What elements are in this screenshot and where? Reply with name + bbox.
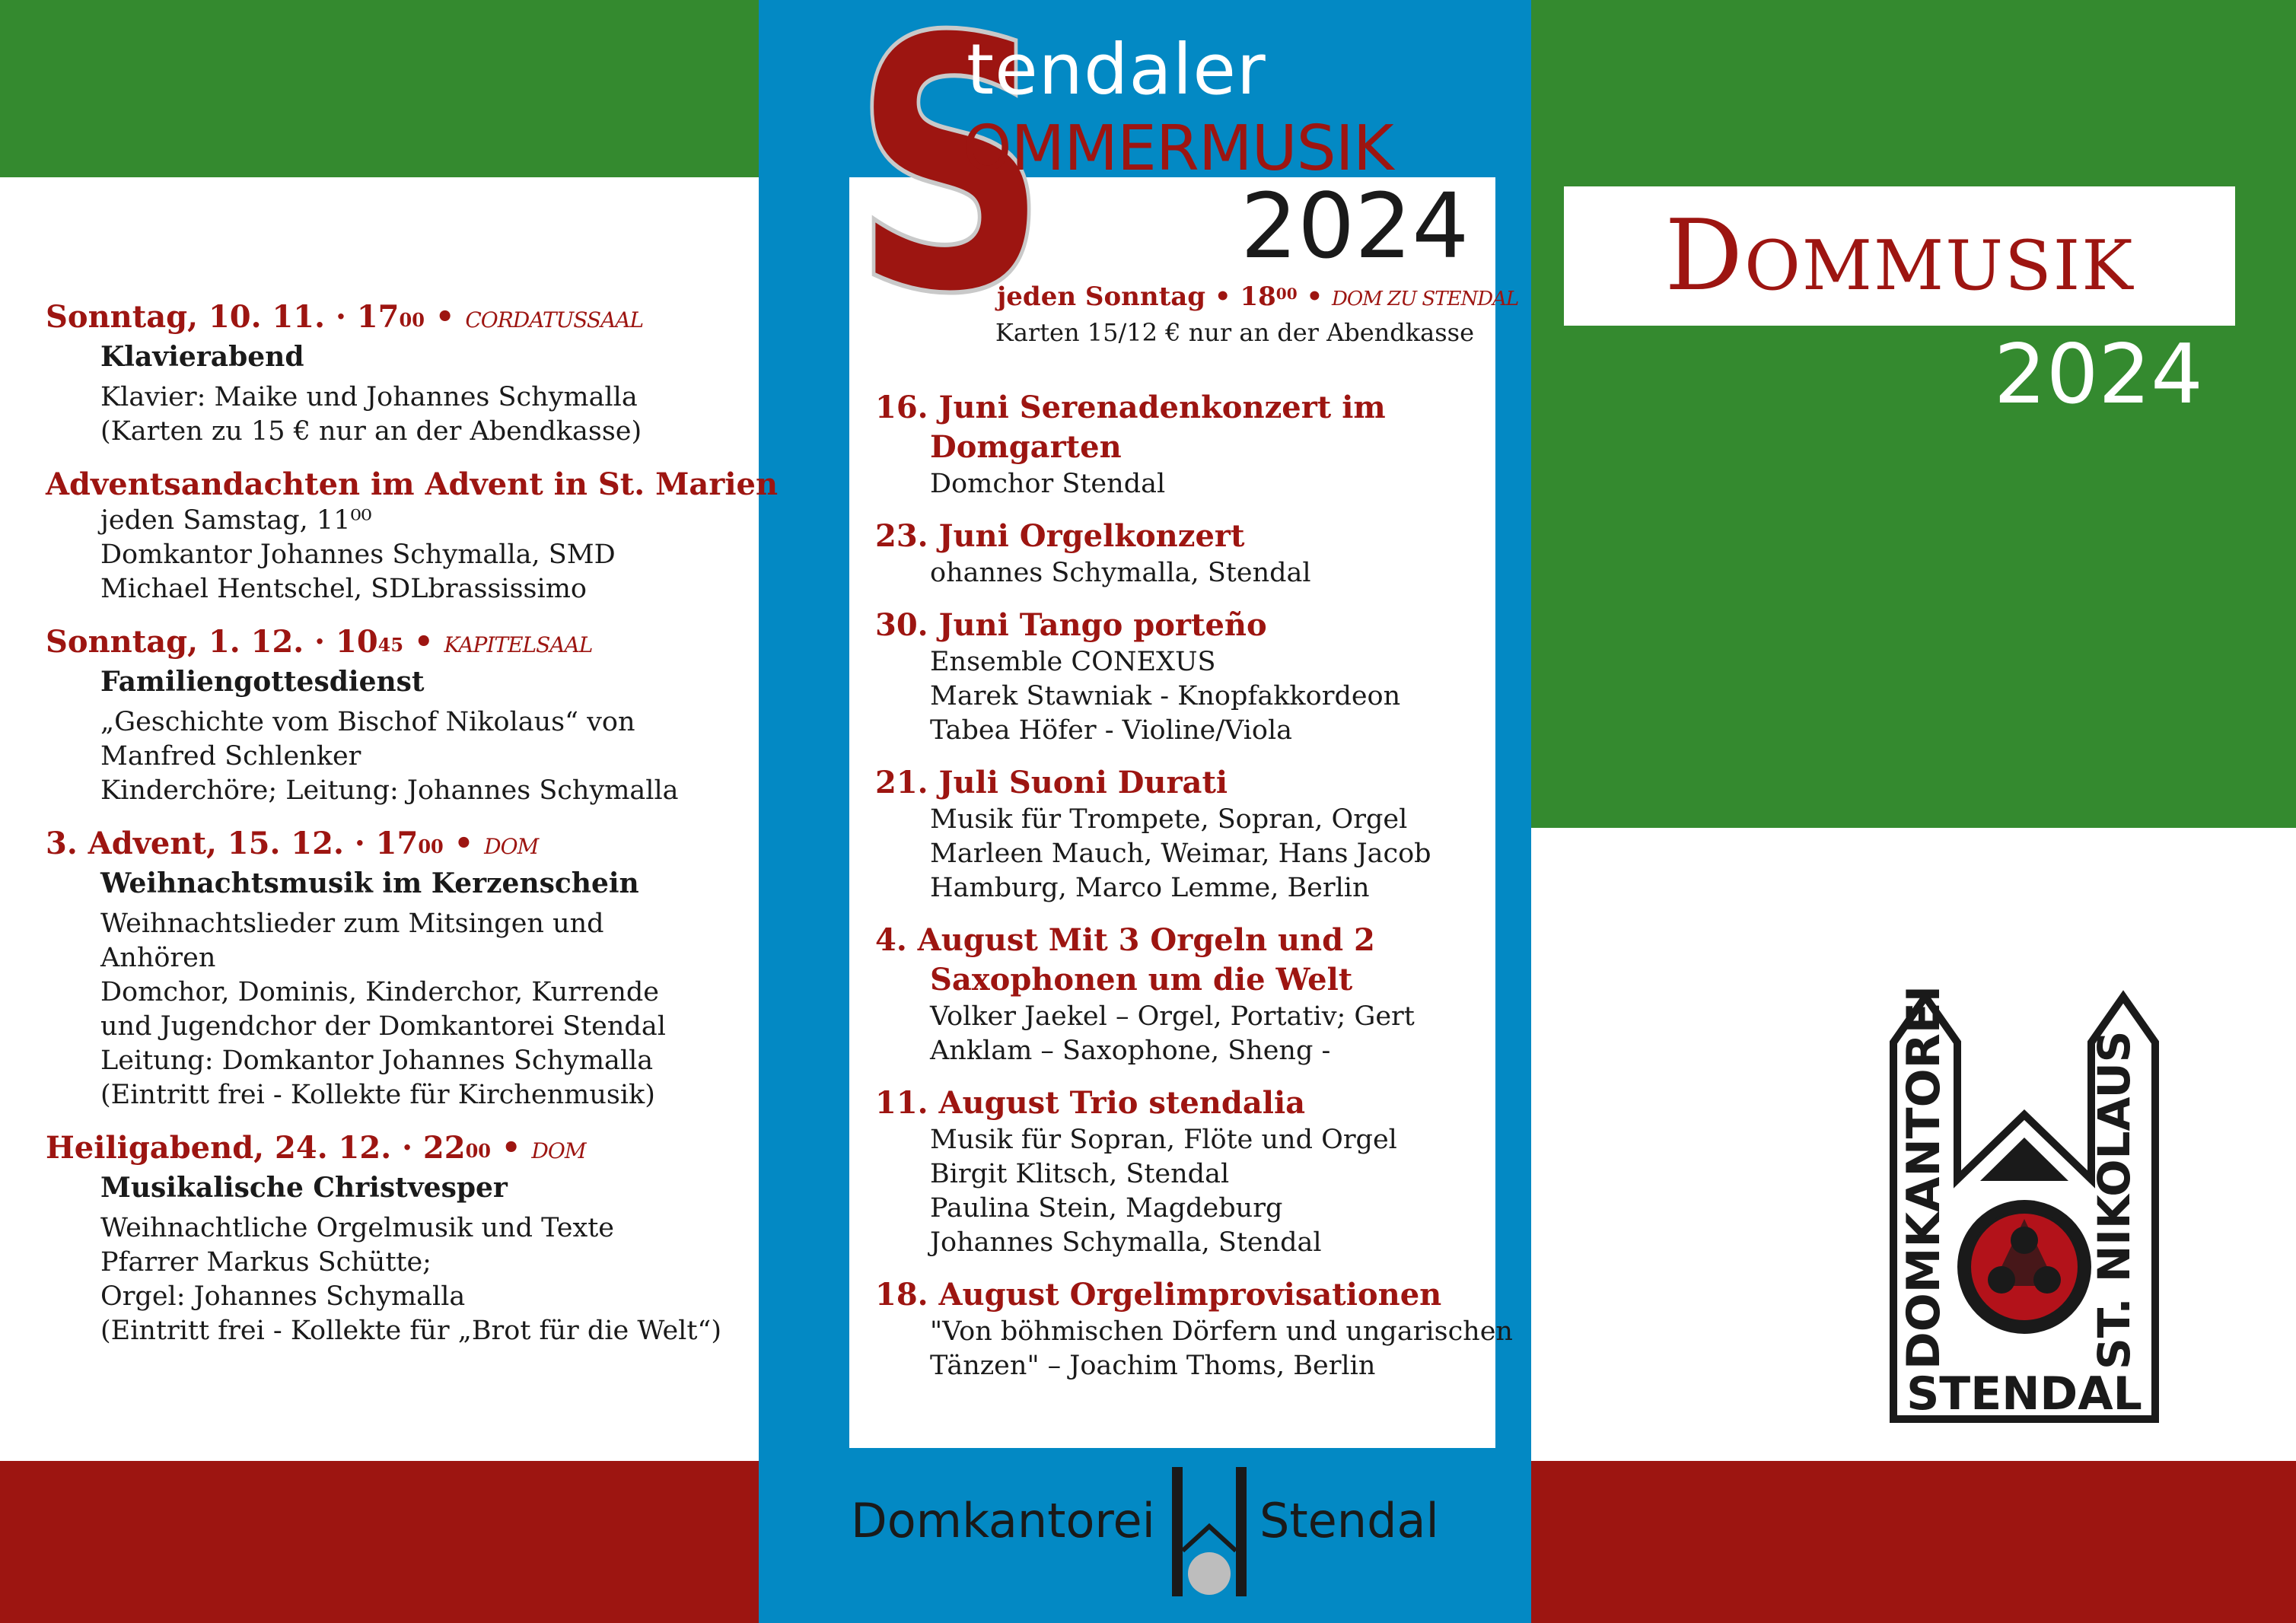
concert-title: 18. August Orgelimprovisationen <box>875 1277 1442 1313</box>
concert-detail: Volker Jaekel – Orgel, Portativ; Gert <box>930 1001 1415 1032</box>
dommusik-year: 2024 <box>1994 327 2203 422</box>
sommermusik-event-list <box>875 388 1513 1399</box>
concert-title: 23. Juni Orgelkonzert <box>875 518 1245 554</box>
emblem-text-nikolaus: ST. NIKOLAUS <box>2088 1030 2140 1370</box>
event-adventsandachten <box>46 466 779 606</box>
event-detail: Domchor, Dominis, Kinderchor, Kurrende <box>100 977 659 1007</box>
event-date: Heiligabend, 24. 12. · $22^{00}$ • DOM <box>46 1130 586 1166</box>
event-detail: Manfred Schlenker <box>100 741 361 772</box>
emblem-text-stendal: STENDAL <box>1906 1367 2142 1421</box>
sommermusik-year: 2024 <box>1240 173 1470 278</box>
event-date: Sonntag, 1. 12. · $10^{45}$ • KAPITELSAAL <box>46 624 593 660</box>
event-klavierabend <box>46 298 731 449</box>
event-detail: Weihnachtslieder zum Mitsingen und <box>100 909 604 939</box>
concert-detail: Birgit Klitsch, Stendal <box>930 1159 1230 1189</box>
event-detail: (Eintritt frei - Kollekte für „Brot für die Welt“) <box>100 1316 721 1346</box>
event-title: Familiengottesdienst <box>100 666 425 698</box>
sommermusik-s-letter: S <box>852 0 1049 371</box>
event-date: 3. Advent, 15. 12. · $17^{00}$ • DOM <box>46 826 539 861</box>
event-detail: jeden Samstag, 11⁰⁰ <box>100 505 372 536</box>
schedule-line: jeden Sonntag • $18^{00}$ • DOM ZU STENDAL <box>997 282 1519 312</box>
title-sommermusik: OMMERMUSIK <box>963 113 1393 185</box>
dommusik-title: Dommusik <box>1664 199 2135 313</box>
concert-detail: Musik für Trompete, Sopran, Orgel <box>930 804 1408 835</box>
concert-detail: Domchor Stendal <box>930 469 1166 499</box>
event-familiengottesdienst <box>46 623 731 808</box>
concert-detail: Musik für Sopran, Flöte und Orgel <box>930 1125 1397 1155</box>
event-detail: (Eintritt frei - Kollekte für Kirchenmusik) <box>100 1080 655 1110</box>
concert-title: 11. August Trio stendalia <box>875 1085 1306 1121</box>
event-title: Weihnachtsmusik im Kerzenschein <box>100 867 639 899</box>
concert-title: 4. August Mit 3 Orgeln und 2 Saxophonen um die Welt <box>875 922 1375 998</box>
event-detail: Klavier: Maike und Johannes Schymalla <box>100 382 638 412</box>
domkantorei-logo-icon <box>1167 1459 1251 1604</box>
event-detail: „Geschichte vom Bischof Nikolaus“ von <box>100 707 635 737</box>
concert-item <box>875 763 1499 905</box>
concert-detail: Anklam – Saxophone, Sheng - <box>930 1036 1331 1066</box>
concert-title: 30. Juni Tango porteño <box>875 607 1267 643</box>
left-green-band <box>0 0 759 177</box>
concert-detail: ohannes Schymalla, Stendal <box>930 558 1311 588</box>
event-title: Klavierabend <box>100 341 304 373</box>
concert-detail: "Von böhmischen Dörfern und ungarischen <box>930 1316 1513 1347</box>
concert-detail: Tänzen" – Joachim Thoms, Berlin <box>930 1351 1376 1381</box>
event-detail: Michael Hentschel, SDLbrassissimo <box>100 574 587 604</box>
footer-stendal: Stendal <box>1259 1493 1439 1548</box>
concert-item <box>875 921 1499 1068</box>
concert-detail: Hamburg, Marco Lemme, Berlin <box>930 873 1370 903</box>
footer-domkantorei: Domkantorei <box>851 1493 1155 1548</box>
event-date: Adventsandachten im Advent in St. Marien <box>46 466 779 502</box>
event-date: Sonntag, 10. 11. · $17^{00}$ • CORDATUSSAAL <box>46 299 644 335</box>
emblem-text-domkantorei: DOMKANTOREI <box>1897 985 1950 1370</box>
concert-title: 16. Juni Serenadenkonzert im Domgarten <box>875 390 1386 465</box>
concert-item <box>875 606 1499 748</box>
event-detail: Orgel: Johannes Schymalla <box>100 1281 466 1312</box>
event-weihnachtsmusik <box>46 825 731 1112</box>
event-detail: Leitung: Domkantor Johannes Schymalla <box>100 1045 654 1076</box>
concert-detail: Marleen Mauch, Weimar, Hans Jacob <box>930 839 1431 869</box>
title-stendaler: tendaler <box>966 29 1266 110</box>
concert-detail: Tabea Höfer - Violine/Viola <box>930 715 1293 746</box>
event-detail: Pfarrer Markus Schütte; <box>100 1247 431 1278</box>
event-title: Musikalische Christvesper <box>100 1172 508 1204</box>
concert-item <box>875 388 1499 501</box>
event-detail: Weihnachtliche Orgelmusik und Texte <box>100 1213 614 1243</box>
tickets-line: Karten 15/12 € nur an der Abendkasse <box>995 318 1474 347</box>
concert-item <box>875 1275 1513 1383</box>
concert-title: 21. Juli Suoni Durati <box>875 765 1228 800</box>
concert-detail: Paulina Stein, Magdeburg <box>930 1193 1283 1224</box>
concert-item <box>875 517 1499 590</box>
concert-detail: Marek Stawniak - Knopfakkordeon <box>930 681 1401 711</box>
left-event-list <box>46 298 779 1365</box>
event-detail: Anhören <box>100 943 216 973</box>
domkantorei-emblem-icon <box>1887 982 2161 1423</box>
concert-detail: Ensemble CONEXUS <box>930 647 1216 677</box>
event-detail: (Karten zu 15 € nur an der Abendkasse) <box>100 416 642 447</box>
concert-item <box>875 1084 1499 1260</box>
right-red-band <box>1531 1461 2296 1623</box>
concert-detail: Johannes Schymalla, Stendal <box>930 1227 1322 1258</box>
event-detail: und Jugendchor der Domkantorei Stendal <box>100 1011 666 1042</box>
event-detail: Domkantor Johannes Schymalla, SMD <box>100 539 616 570</box>
event-christvesper <box>46 1129 731 1348</box>
event-detail: Kinderchöre; Leitung: Johannes Schymalla <box>100 775 679 806</box>
left-red-band <box>0 1461 759 1623</box>
